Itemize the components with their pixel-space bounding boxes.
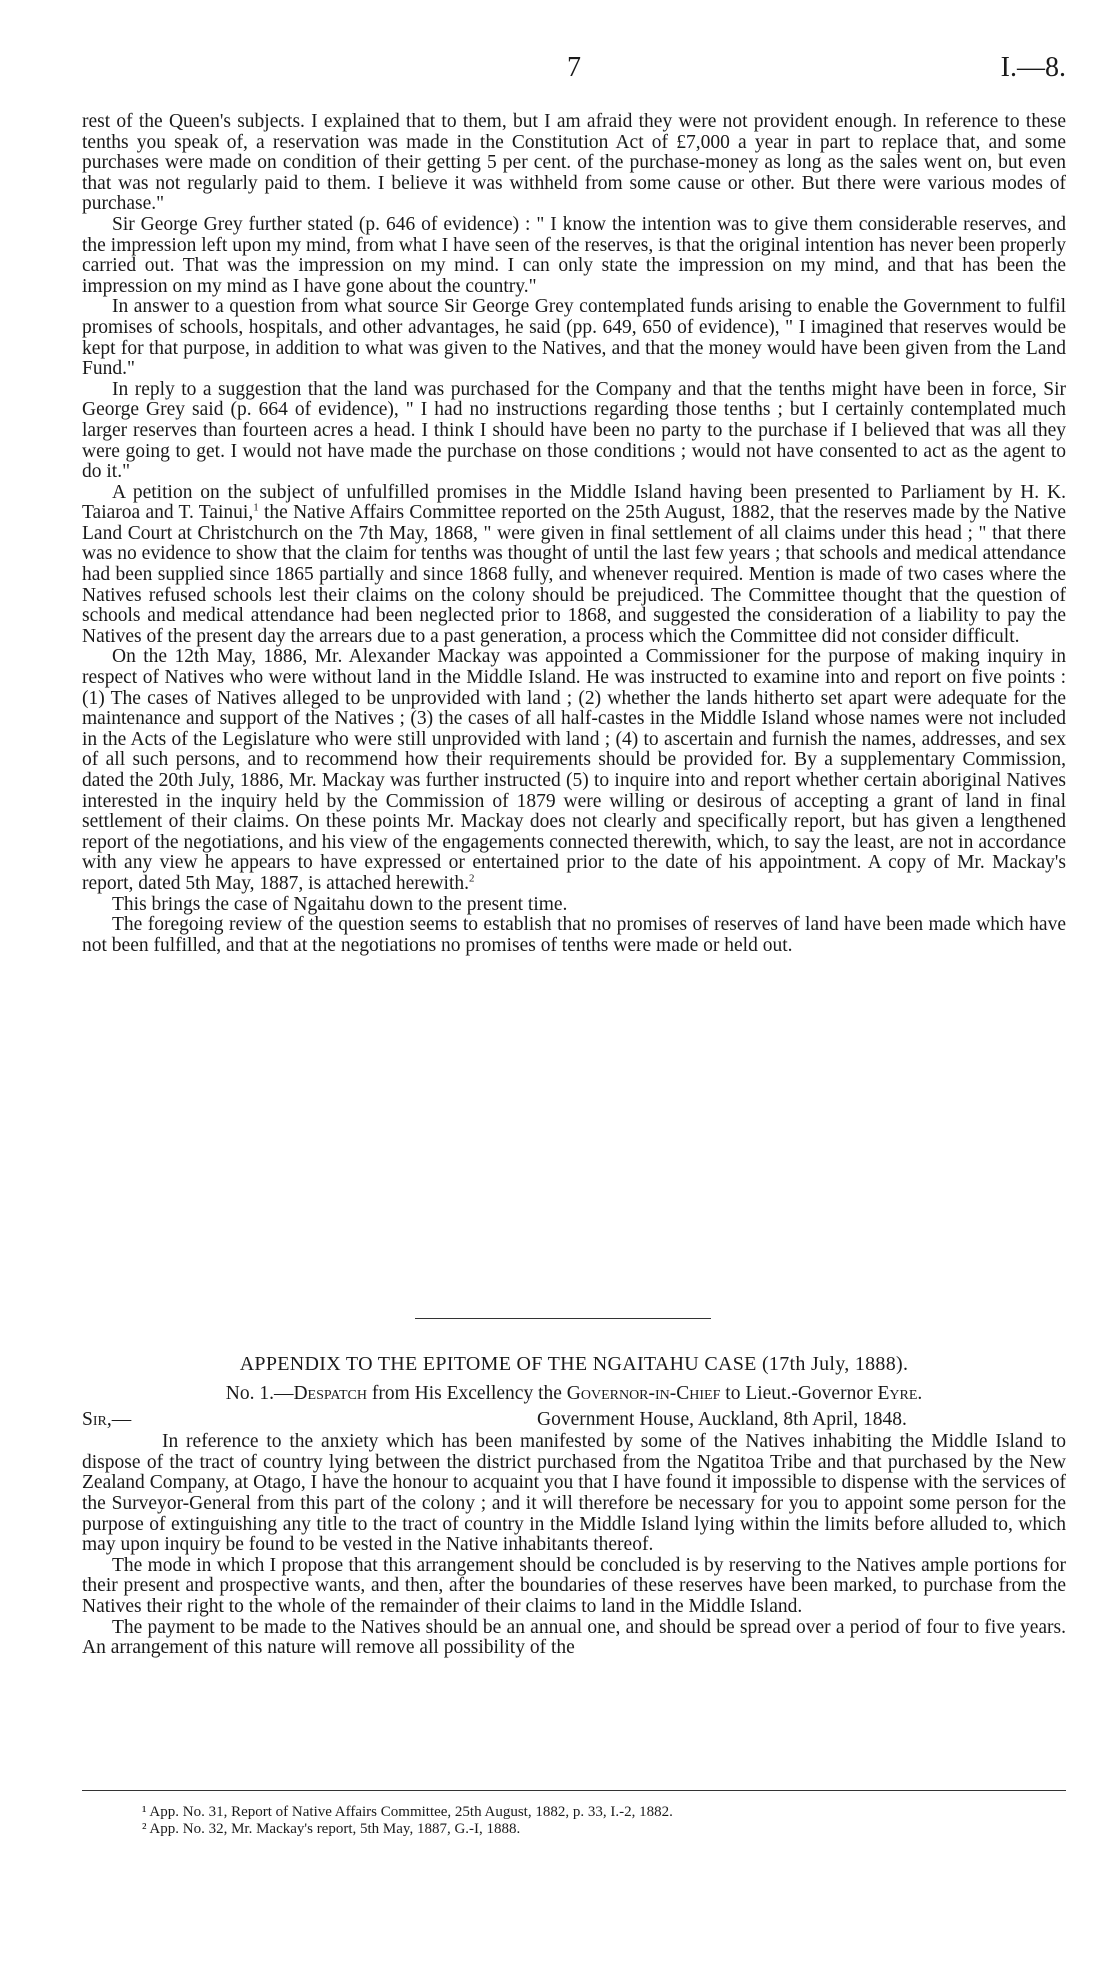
- paragraph: The mode in which I propose that this arrangement should be concluded is by reserving to the Natives ample portions for their present and prospective wants, and then, after the boundaries of these reserves have been marked, to purchase from the Natives their right to the whole of the remainder of their claims to land in the Middle Island.: [82, 1554, 1066, 1617]
- footnote: ¹ App. No. 31, Report of Native Affairs Committee, 25th August, 1882, p. 33, I.-2, 1882.: [142, 1804, 673, 1820]
- text: No. 1.—: [225, 1382, 294, 1404]
- section-divider: [415, 1318, 711, 1319]
- page-header: [82, 52, 1066, 92]
- text: On the 12th May, 1886, Mr. Alexander Mackay was appointed a Commissioner for the purpose of making inquiry in respect of Natives who were without land in the Middle Island. He was instructed to examine into and report on five points : (1) The cases of Natives alleged to be unprovided with land ; (2) whether the lands hitherto set apart were adequate for the maintenance and support of the Natives ; (3) the cases of all half-castes in the Middle Island whose names were not included in the Acts of the Legislature who were still unprovided with land ; (4) to ascertain and furnish the names, addresses, and sex of all such persons, and to recommend how their requirements should be provided for. By a supplementary Commission, dated the 20th July, 1886, Mr. Mackay was further instructed (5) to inquire into and report whether certain aboriginal Natives interested in the inquiry held by the Commission of 1879 were willing or desirous of accepting a grant of land in final settlement of their claims. On these points Mr. Mackay does not clearly and specifically report, but has given a lengthened report of the negotiations, and his view of the engagements connected therewith, which, to say the least, are not in accordance with any view he appears to have expressed or entertained prior to the date of his appointment. A copy of Mr. Mackay's report, dated 5th May, 1887, is attached herewith.: [82, 646, 1066, 894]
- text: from His Excellency the: [366, 1382, 567, 1404]
- paragraph: In reference to the anxiety which has been manifested by some of the Natives inhabiting the Middle Island to dispose of the tract of country lying between the district purchased from the Ngatitoa Tribe and that purchased by the New Zealand Company, at Otago, I have the honour to acquaint you that I have found it impossible to dispense with the services of the Surveyor-General from this part of the colony ; and it will therefore be necessary for you to appoint some person for the purpose of extinguishing any title to the tract of country in the Middle Island lying within the limits before alluded to, which may upon inquiry be found to be vested in the Native inhabitants thereof.: [82, 1431, 1066, 1556]
- paragraph: Sir George Grey further stated (p. 646 of evidence) : " I know the intention was to give them considerable reserves, and the impression left upon my mind, from what I have seen of the reserves, is that the original intention has never been properly carried out. That was the impression on my mind. I can only state the impression on my mind, and that has been the impression on my mind as I have gone about the country.": [82, 213, 1066, 297]
- appendix-title: APPENDIX TO THE EPITOME OF THE NGAITAHU CASE (17th July, 1888).: [239, 1353, 909, 1375]
- paragraph: rest of the Queen's subjects. I explained that to them, but I am afraid they were not provident enough. In reference to these tenths you speak of, a reservation was made in the Constitution Act of £7,000 a year in part to replace that, and some purchases were made on condition of their getting 5 per cent. of the purchase-money as long as the sales went on, but even that was not regularly paid to them. I believe it was withheld from some cause or other. But there were various modes of purchase.": [82, 111, 1066, 215]
- main-text: [82, 112, 1066, 956]
- letter-address: Government House, Auckland, 8th April, 1848.: [537, 1409, 907, 1431]
- text: Despatch: [293, 1382, 367, 1404]
- paragraph: In answer to a question from what source Sir George Grey contemplated funds arising to enable the Government to fulfil promises of schools, hospitals, and other advantages, he said (pp. 649, 650 of evidence), " I imagined that reserves would be kept for that purpose, in addition to what was given to the Natives, and that the money would have been given from the Land Fund.": [82, 296, 1066, 380]
- paragraph-petition: [82, 483, 1066, 648]
- footnote-divider: [82, 1790, 1066, 1791]
- appendix-subtitle: [82, 1384, 1066, 1405]
- text: the Native Affairs Committee reported on the 25th August, 1882, that the reserves made by the Native Land Court at Christchurch on the 7th May, 1868, " were given in final settlement of all claims under this head ; " that there was no evidence to show that the claim for tenths was thought of until the last few years ; that schools and medical attendance had been supplied since 1865 partially and since 1868 fully, and whenever required. Mention is made of two cases where the Natives refused schools lest their claims on the colony should be prejudiced. The Committee thought that the question of schools and medical attendance had been neglected prior to 1868, and suggested the consideration of a liability to pay the Natives of the present day the arrears due to a past generation, a process which the Committee did not consider difficult.: [82, 502, 1066, 647]
- paragraph: In reply to a suggestion that the land was purchased for the Company and that the tenths might have been in force, Sir George Grey said (p. 664 of evidence), " I had no instructions regarding those tenths ; but I certainly contemplated much larger reserves than fourteen acres a head. I think I should have been no party to the purchase if I believed that was all they were going to get. I would not have made the purchase on those conditions ; would not have consented to act as the agent to do it.": [82, 378, 1066, 483]
- page-number: 7: [567, 52, 581, 83]
- footnotes: [82, 1804, 1066, 1838]
- text: A petition on the subject of unfulfilled promises in the Middle Island having been presented to Parliament by H. K. Taiaroa and T. Tainui,: [82, 481, 1066, 524]
- text: to Lieut.-Governor: [720, 1382, 878, 1404]
- footnote: ² App. No. 32, Mr. Mackay's report, 5th May, 1887, G.-I, 1888.: [142, 1821, 521, 1837]
- paragraph: The payment to be made to the Natives should be an annual one, and should be spread over a period of four to five years. An arrangement of this nature will remove all possibility of the: [82, 1616, 1066, 1659]
- paragraph: This brings the case of Ngaitahu down to the present time.: [112, 893, 568, 915]
- paragraph: The foregoing review of the question seems to establish that no promises of reserves of land have been made which have not been fulfilled, and that at the negotiations no promises of tenths were made or held out.: [82, 914, 1066, 956]
- letter-header: [82, 1410, 1066, 1432]
- appendix-section: [82, 1354, 1066, 1659]
- document-reference: I.—8.: [1000, 52, 1066, 83]
- salutation: Sir,—: [82, 1409, 132, 1431]
- text: Eyre.: [877, 1382, 923, 1404]
- paragraph-mackay: [82, 647, 1066, 894]
- text: Governor-in-Chief: [566, 1382, 721, 1404]
- footnote-ref: 1: [253, 501, 259, 514]
- footnote-ref: 2: [469, 872, 475, 885]
